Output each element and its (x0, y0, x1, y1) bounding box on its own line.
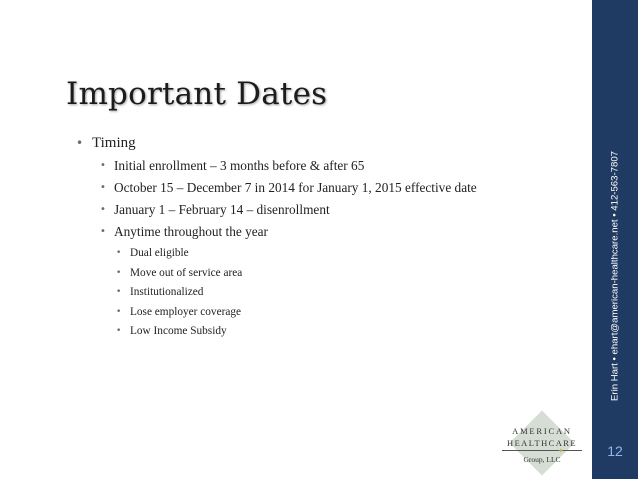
list-item (70, 246, 540, 260)
bullet-text: Dual eligible (130, 247, 189, 259)
bullet-icon: • (100, 226, 106, 237)
bullet-text: Low Income Subsidy (130, 325, 227, 337)
bullet-icon: • (116, 267, 122, 278)
bullet-text: Institutionalized (130, 286, 204, 298)
list-item (70, 202, 540, 218)
bullet-text: Move out of service area (130, 266, 243, 279)
bullet-icon: • (100, 160, 106, 171)
company-logo (492, 418, 592, 476)
bullet-icon: • (116, 326, 122, 336)
list-item (70, 158, 540, 174)
bullet-icon: • (116, 287, 122, 297)
logo-star-icon: ✦ (558, 447, 564, 455)
bullet-list (70, 133, 540, 344)
list-item (70, 324, 540, 338)
bullet-icon: • (100, 204, 106, 215)
list-item (70, 305, 540, 319)
logo-text-line3: Group, LLC (523, 455, 561, 464)
slide-title: Important Dates (66, 76, 328, 112)
logo-text-line2: HEALTHCARE (507, 438, 577, 448)
bullet-text: January 1 – February 14 – disenrollment (114, 202, 330, 217)
bullet-text: October 15 – December 7 in 2014 for January 1, 2015 effective date (114, 180, 477, 195)
bullet-icon: • (76, 136, 84, 150)
logo-text-line1: AMERICAN (512, 426, 572, 436)
bullet-text: Anytime throughout the year (114, 224, 268, 239)
list-item (70, 285, 540, 299)
bullet-icon: • (100, 182, 106, 193)
logo-rule (502, 450, 582, 451)
list-item (70, 133, 540, 153)
list-item (70, 224, 540, 240)
bullet-text: Lose employer coverage (130, 305, 242, 318)
contact-info: Erin Hart • ehart@american-healthcare.net • 412-563-7807 (609, 150, 621, 402)
bullet-icon: • (116, 248, 122, 258)
page-number: 12 (607, 443, 623, 459)
bullet-icon: • (116, 306, 122, 317)
bullet-text: Timing (92, 135, 136, 151)
bullet-text: Initial enrollment – 3 months before & after 65 (114, 158, 365, 173)
list-item (70, 180, 540, 196)
list-item (70, 266, 540, 280)
